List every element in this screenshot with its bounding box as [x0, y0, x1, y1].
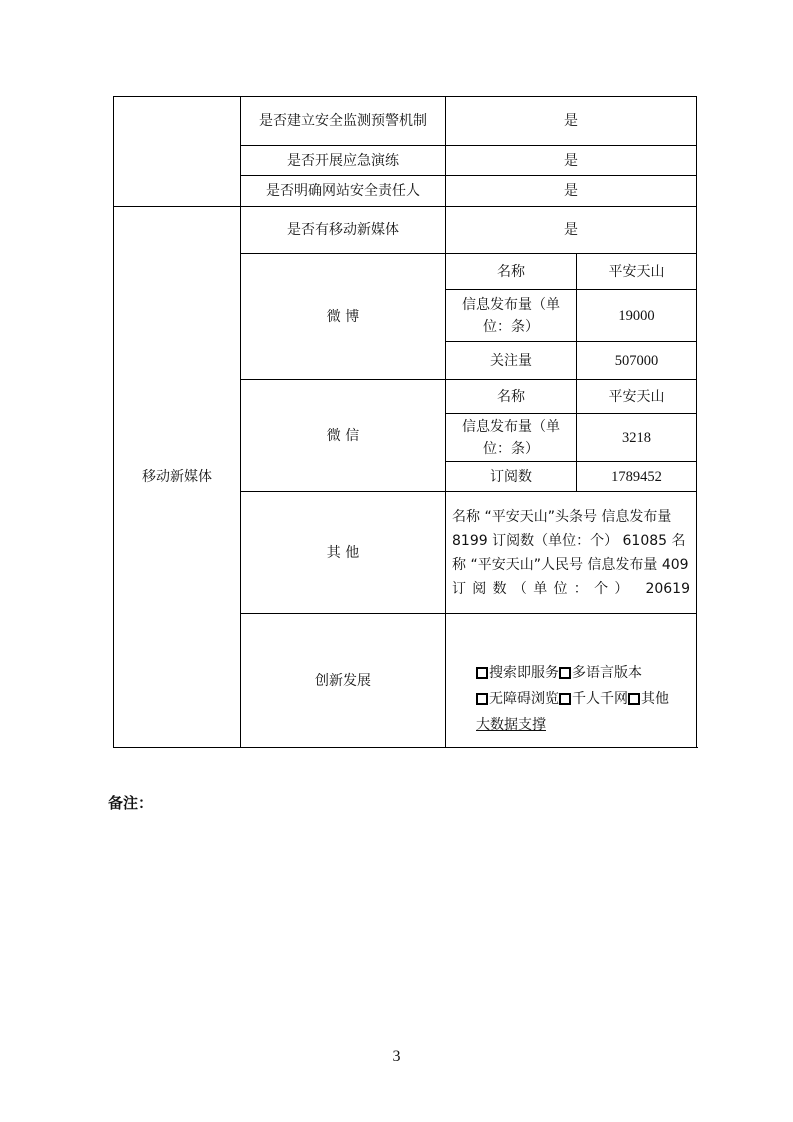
checkbox-icon[interactable] — [476, 667, 488, 679]
weibo-name-label: 名称 — [446, 254, 577, 290]
monitor-value: 是 — [446, 97, 697, 146]
wechat-subs-label: 订阅数 — [446, 462, 577, 492]
monitor-label: 是否建立安全监测预警机制 — [241, 97, 446, 146]
other-innovation-text: 大数据支撑 — [476, 717, 546, 733]
checkbox-icon[interactable] — [559, 693, 571, 705]
wechat-name-value: 平安天山 — [577, 380, 697, 414]
report-table — [113, 96, 697, 748]
responsible-value: 是 — [446, 176, 697, 207]
other-label: 其 他 — [241, 492, 446, 614]
wechat-name-label: 名称 — [446, 380, 577, 414]
remarks-label: 备注： — [108, 794, 154, 812]
wechat-label: 微 信 — [241, 380, 446, 492]
innovation-label: 创新发展 — [241, 614, 446, 748]
drill-value: 是 — [446, 146, 697, 176]
checkbox-icon[interactable] — [476, 693, 488, 705]
weibo-posts-label: 信息发布量（单位：条） — [446, 290, 577, 342]
wechat-posts-value: 3218 — [577, 414, 697, 462]
has-mobile-label: 是否有移动新媒体 — [241, 207, 446, 254]
checkbox-icon[interactable] — [559, 667, 571, 679]
option-search-service[interactable]: 搜索即服务 — [476, 665, 559, 681]
checkbox-icon[interactable] — [628, 693, 640, 705]
has-mobile-value: 是 — [446, 207, 697, 254]
option-other[interactable]: 其他 — [628, 691, 669, 707]
weibo-posts-value: 19000 — [577, 290, 697, 342]
mobile-section-label: 移动新媒体 — [114, 207, 241, 748]
option-personalized[interactable]: 千人千网 — [559, 691, 628, 707]
weibo-followers-label: 关注量 — [446, 342, 577, 380]
option-multilingual[interactable]: 多语言版本 — [559, 665, 642, 681]
wechat-subs-value: 1789452 — [577, 462, 697, 492]
weibo-name-value: 平安天山 — [577, 254, 697, 290]
drill-label: 是否开展应急演练 — [241, 146, 446, 176]
weibo-followers-value: 507000 — [577, 342, 697, 380]
innovation-options — [446, 614, 697, 748]
weibo-label: 微 博 — [241, 254, 446, 380]
wechat-posts-label: 信息发布量（单位：条） — [446, 414, 577, 462]
other-text: 名称 “平安天山”头条号 信息发布量 8199 订阅数（单位：个） 61085 名称 “平安天山”人民号 信息发布量 409 订阅数（单位：个） 20619 — [446, 492, 697, 614]
page-number: 3 — [392, 1048, 401, 1065]
security-section-cell — [114, 97, 241, 207]
option-accessibility[interactable]: 无障碍浏览 — [476, 691, 559, 707]
responsible-label: 是否明确网站安全责任人 — [241, 176, 446, 207]
